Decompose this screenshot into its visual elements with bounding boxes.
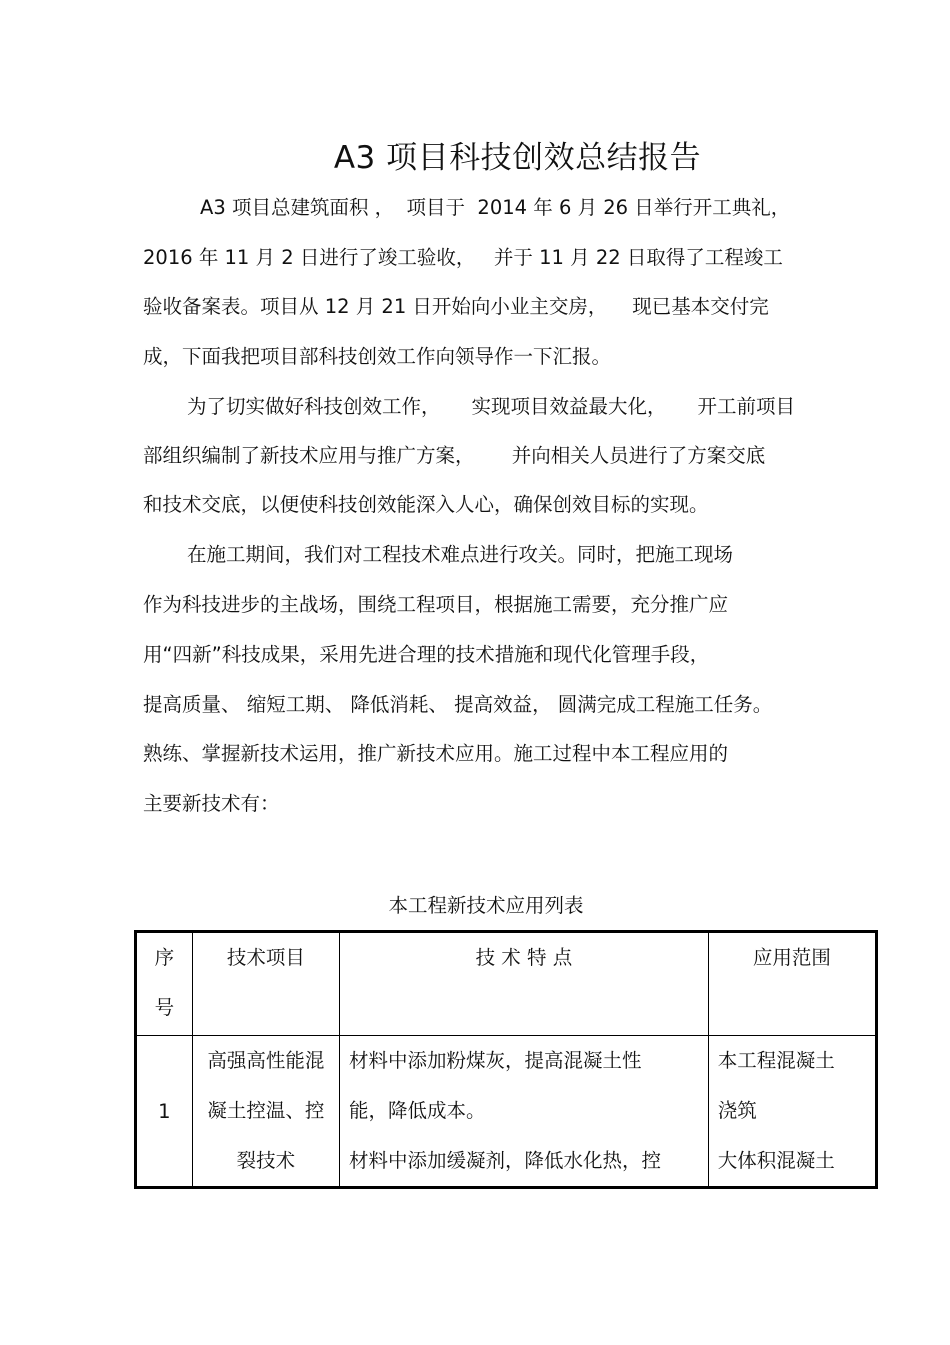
header-seq-line2: 号	[154, 996, 175, 1019]
paragraph-line: 验收备案表。项目从 12 月 21 日开始向小业主交房， 现已基本交付完	[143, 295, 769, 318]
paragraph-line: 部组织编制了新技术应用与推广方案， 并向相关人员进行了方案交底	[143, 444, 766, 467]
paragraph-line: 作为科技进步的主战场，围绕工程项目，根据施工需要，充分推广应	[143, 593, 729, 616]
row1-item-line: 高强高性能混	[207, 1049, 325, 1072]
header-seq	[136, 932, 193, 1036]
table-header-row	[136, 932, 877, 1036]
paragraph-line: 熟练、掌握新技术运用，推广新技术应用。施工过程中本工程应用的	[143, 742, 729, 765]
table-row	[136, 1036, 877, 1188]
tech-table	[134, 930, 878, 1189]
paragraph-line: 用“四新”科技成果，采用先进合理的技术措施和现代化管理手段，	[143, 643, 710, 666]
table-caption: 本工程新技术应用列表	[388, 894, 584, 917]
paragraph-line: 提高质量、 缩短工期、 降低消耗、 提高效益， 圆满完成工程施工任务。	[143, 693, 773, 716]
header-scope	[708, 932, 876, 1036]
page-title: A3 项目科技创效总结报告	[333, 140, 702, 176]
header-scope-label: 应用范围	[752, 946, 831, 969]
row1-scope-line: 大体积混凝土	[717, 1149, 835, 1172]
header-feature	[340, 932, 709, 1036]
paragraph-line: A3 项目总建筑面积 ， 项目于 2014 年 6 月 26 日举行开工典礼，	[200, 196, 791, 219]
row1-scope	[708, 1036, 876, 1188]
row1-seq-value: 1	[158, 1099, 171, 1123]
paragraph-line: 为了切实做好科技创效工作， 实现项目效益最大化， 开工前项目	[187, 395, 795, 418]
row1-feature	[340, 1036, 709, 1188]
paragraph-line: 成，下面我把项目部科技创效工作向领导作一下汇报。	[143, 345, 612, 368]
row1-feature-line: 材料中添加缓凝剂，降低水化热，控	[349, 1149, 662, 1172]
header-item-label: 技术项目	[226, 946, 305, 969]
row1-scope-line: 浇筑	[717, 1099, 757, 1122]
row1-item-line: 裂技术	[236, 1149, 296, 1172]
header-item	[192, 932, 339, 1036]
row1-seq	[136, 1036, 193, 1188]
header-seq-line1: 序	[154, 946, 175, 969]
row1-item	[192, 1036, 339, 1188]
paragraph-line: 2016 年 11 月 2 日进行了竣工验收， 并于 11 月 22 日取得了工程竣工	[143, 246, 783, 269]
row1-feature-line: 材料中添加粉煤灰，提高混凝土性	[349, 1049, 642, 1072]
row1-feature-line: 能，降低成本。	[349, 1099, 486, 1122]
row1-scope-line: 本工程混凝土	[717, 1049, 835, 1072]
paragraph-line: 主要新技术有：	[143, 792, 280, 815]
paragraph-line: 在施工期间，我们对工程技术难点进行攻关。同时，把施工现场	[187, 543, 734, 566]
header-feature-label: 技 术 特 点	[475, 946, 573, 969]
row1-item-line: 凝土控温、控	[207, 1099, 325, 1122]
paragraph-line: 和技术交底，以便使科技创效能深入人心，确保创效目标的实现。	[143, 493, 709, 516]
